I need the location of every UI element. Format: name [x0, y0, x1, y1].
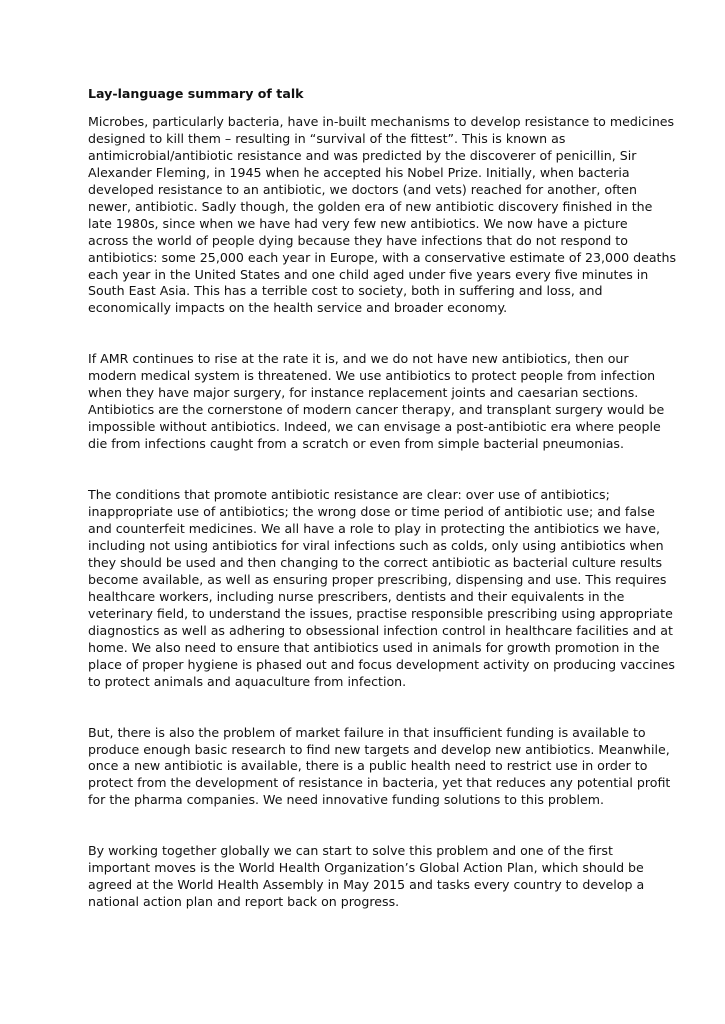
- paragraph-line: protect from the development of resistance in bacteria, yet that reduces any potential profit: [88, 775, 671, 791]
- paragraph-line: late 1980s, since when we have had very few new antibiotics. We now have a picture: [88, 215, 628, 231]
- paragraph-line: inappropriate use of antibiotics; the wrong dose or time period of antibiotic use; and false: [88, 504, 655, 520]
- paragraph-line: Microbes, particularly bacteria, have in-built mechanisms to develop resistance to medicines: [88, 113, 675, 129]
- paragraph-microbes-resistance: [88, 113, 677, 317]
- paragraph-line: developed resistance to an antibiotic, we doctors (and vets) reached for another, often: [88, 181, 637, 197]
- paragraph-line: when they have major surgery, for instance replacement joints and caesarian sections.: [88, 385, 639, 401]
- paragraph-line: modern medical system is threatened. We use antibiotics to protect people from infection: [88, 368, 656, 384]
- paragraph-line: for the pharma companies. We need innovative funding solutions to this problem.: [88, 792, 604, 808]
- paragraph-line: If AMR continues to rise at the rate it is, and we do not have new antibiotics, then our: [88, 351, 629, 367]
- paragraph-line: to protect animals and aquaculture from infection.: [88, 673, 407, 689]
- paragraph-line: antibiotics: some 25,000 each year in Europe, with a conservative estimate of 23,000 deaths: [88, 249, 677, 265]
- paragraph-line: antimicrobial/antibiotic resistance and was predicted by the discoverer of penicillin, Sir: [88, 147, 637, 163]
- paragraph-line: agreed at the World Health Assembly in May 2015 and tasks every country to develop a: [88, 877, 645, 893]
- paragraph-line: including not using antibiotics for viral infections such as colds, only using antibiotics when: [88, 537, 664, 553]
- paragraph-market-failure: [88, 724, 671, 810]
- paragraph-amr-threat: [88, 351, 665, 453]
- paragraph-line: across the world of people dying because they have infections that do not respond to: [88, 232, 628, 248]
- paragraph-line: The conditions that promote antibiotic resistance are clear: over use of antibiotics;: [88, 487, 610, 503]
- paragraph-line: they should be used and then changing to the correct antibiotic as bacterial culture results: [88, 554, 663, 570]
- paragraph-line: each year in the United States and one child aged under five years every five minutes in: [88, 266, 649, 282]
- paragraph-line: national action plan and report back on progress.: [88, 894, 400, 910]
- paragraph-line: Alexander Fleming, in 1945 when he accepted his Nobel Prize. Initially, when bacteria: [88, 164, 630, 180]
- paragraph-global-action: [88, 843, 648, 911]
- paragraph-line: By working together globally we can start to solve this problem and one of the first: [88, 843, 613, 859]
- document-title: Lay-language summary of talk: [88, 86, 304, 101]
- paragraph-line: important moves is the World Health Organization’s Global Action Plan, which should be: [88, 860, 644, 876]
- paragraph-line: designed to kill them – resulting in “survival of the fittest”. This is known as: [88, 130, 566, 146]
- paragraph-line: place of proper hygiene is phased out and focus development activity on producing vaccines: [88, 656, 675, 672]
- paragraph-line: die from infections caught from a scratch or even from simple bacterial pneumonias.: [88, 436, 624, 452]
- paragraph-line: newer, antibiotic. Sadly though, the golden era of new antibiotic discovery finished in the: [88, 198, 653, 214]
- paragraph-line: and counterfeit medicines. We all have a role to play in protecting the antibiotics we have,: [88, 521, 660, 537]
- paragraph-line: South East Asia. This has a terrible cost to society, both in suffering and loss, and: [88, 283, 603, 299]
- paragraph-line: veterinary field, to understand the issues, practise responsible prescribing using appropriate: [88, 605, 673, 621]
- document-page: [88, 86, 677, 911]
- paragraph-conditions: [88, 487, 675, 690]
- paragraph-line: But, there is also the problem of market failure in that insufficient funding is available to: [88, 724, 646, 740]
- paragraph-line: economically impacts on the health service and broader economy.: [88, 300, 508, 316]
- paragraph-line: become available, as well as ensuring proper prescribing, dispensing and use. This requires: [88, 571, 667, 587]
- paragraph-line: once a new antibiotic is available, there is a public health need to restrict use in order to: [88, 758, 648, 774]
- paragraph-line: impossible without antibiotics. Indeed, we can envisage a post-antibiotic era where people: [88, 419, 661, 435]
- paragraph-line: home. We also need to ensure that antibiotics used in animals for growth promotion in the: [88, 639, 660, 655]
- paragraph-line: healthcare workers, including nurse prescribers, dentists and their equivalents in the: [88, 588, 625, 604]
- paragraph-line: diagnostics as well as adhering to obsessional infection control in healthcare facilities and at: [88, 622, 673, 638]
- paragraph-line: Antibiotics are the cornerstone of modern cancer therapy, and transplant surgery would be: [88, 402, 665, 418]
- paragraph-line: produce enough basic research to find new targets and develop new antibiotics. Meanwhile,: [88, 741, 670, 757]
